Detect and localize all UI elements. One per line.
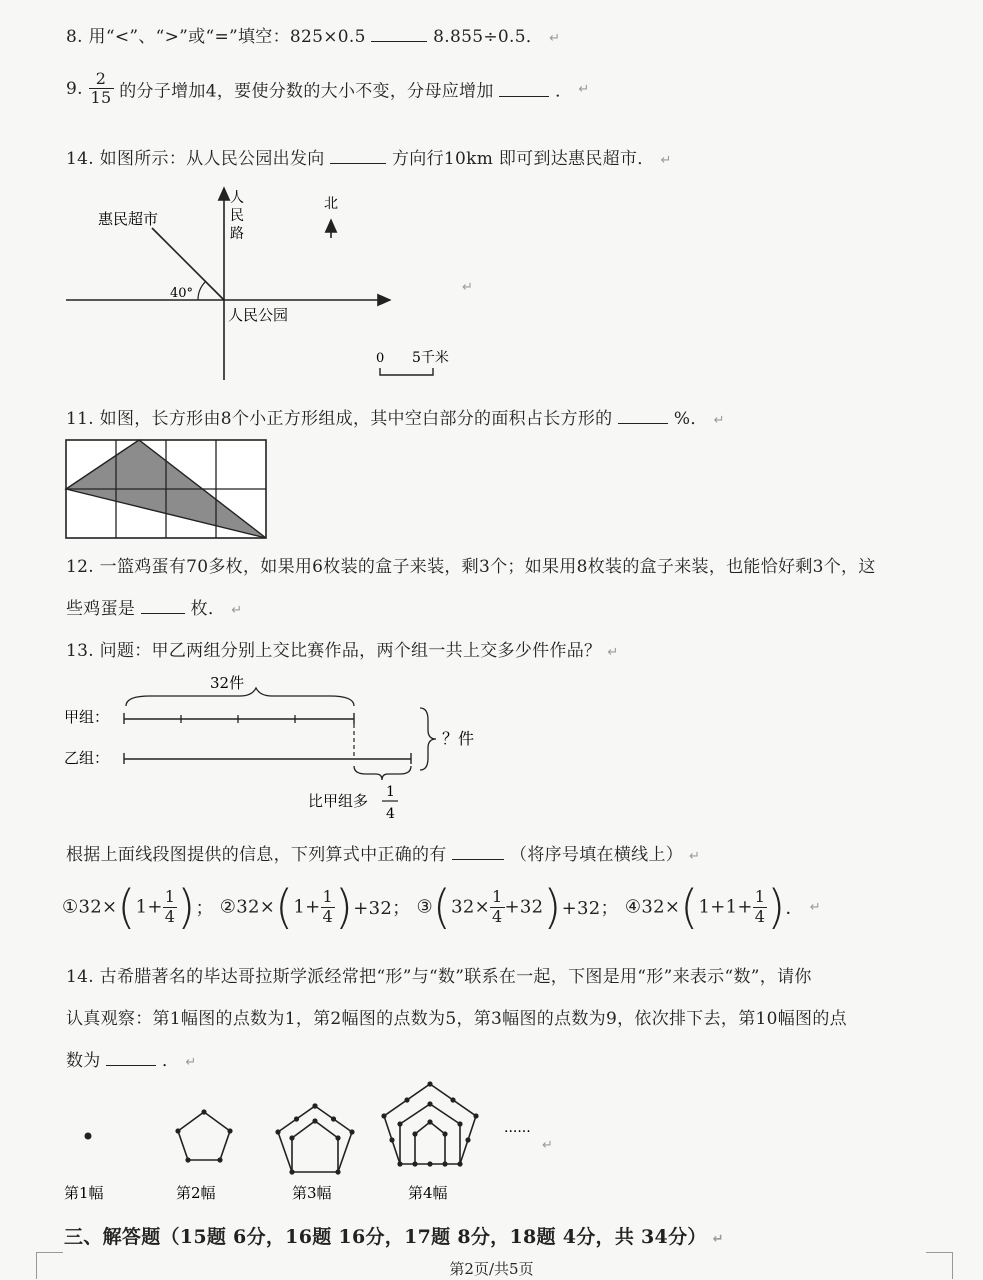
map-road-char-1: 人 bbox=[230, 190, 244, 206]
map-diagram bbox=[60, 180, 480, 385]
section3-title-text: 三、解答题（15题 6分，16题 16分，17题 8分，18题 4分，共 34分） bbox=[64, 1226, 707, 1248]
q9-prefix: 9. bbox=[66, 78, 83, 99]
footer-corner-right bbox=[926, 1252, 953, 1279]
q14b-line2: 认真观察：第1幅图的点数为1，第2幅图的点数为5，第3幅图的点数为9，依次排下去，第10幅图的点 bbox=[66, 1009, 847, 1029]
diagram-top-label: 32件 bbox=[210, 674, 245, 692]
q14a-text: 14. 如图所示：从人民公园出发向 bbox=[66, 149, 325, 169]
section-3-title: 三、解答题（15题 6分，16题 16分，17题 8分，18题 4分，共 34分） ↵ bbox=[64, 1226, 724, 1248]
q13-prompt-text: 根据上面线段图提供的信息，下列算式中正确的有 bbox=[66, 845, 447, 865]
row2-label: 乙组： bbox=[64, 749, 110, 767]
q14b-after: ． bbox=[162, 1051, 180, 1071]
q14a-after: 方向行10km 即可到达惠民超市． bbox=[391, 149, 655, 169]
map-road-char-2: 民 bbox=[230, 208, 244, 224]
more-label: 比甲组多 bbox=[308, 792, 369, 810]
map-park-label: 人民公园 bbox=[228, 306, 289, 324]
map-road-char-3: 路 bbox=[230, 226, 244, 242]
grid-figure bbox=[64, 438, 274, 542]
question-12-line2: 些鸡蛋是 枚． ↵ bbox=[66, 599, 243, 619]
q11-text: 11. 如图，长方形由8个小正方形组成，其中空白部分的面积占长方形的 bbox=[66, 409, 613, 429]
page-footer bbox=[0, 1250, 983, 1280]
q9-fraction bbox=[89, 70, 114, 108]
q13-answer-blank[interactable] bbox=[452, 843, 504, 860]
question-14-line3: 数为 ． ↵ bbox=[66, 1051, 197, 1071]
question-11: 11. 如图，长方形由8个小正方形组成，其中空白部分的面积占长方形的 %． ↵ bbox=[66, 409, 725, 429]
map-angle-arc bbox=[198, 282, 206, 300]
q8-after: 8.855÷0.5． bbox=[433, 27, 544, 47]
q13-prompt: 根据上面线段图提供的信息，下列算式中正确的有 （将序号填在横线上） ↵ bbox=[66, 845, 701, 865]
question-8: 8. 用“<”、“>”或“=”填空：825×0.5 8.855÷0.5． ↵ bbox=[66, 27, 561, 47]
map-angle-label: 40° bbox=[170, 286, 194, 301]
figure-2-label: 第2幅 bbox=[176, 1184, 216, 1202]
option-4-mark: ④ bbox=[624, 896, 642, 918]
map-north-label: 北 bbox=[324, 196, 338, 212]
option-1-mark: ① bbox=[62, 896, 79, 918]
row1-label: 甲组： bbox=[64, 708, 110, 726]
q13-prompt-after: （将序号填在横线上） bbox=[510, 845, 684, 865]
q9-answer-blank[interactable] bbox=[499, 80, 549, 97]
question-14-map: 14. 如图所示：从人民公园出发向 方向行10km 即可到达惠民超市． ↵ bbox=[66, 149, 672, 169]
q14b-line1: 14. 古希腊著名的毕达哥拉斯学派经常把“形”与“数”联系在一起，下图是用“形”来表示“数”，请你 bbox=[66, 967, 812, 987]
figure-4-label: 第4幅 bbox=[408, 1184, 448, 1202]
figure-1-dot bbox=[85, 1133, 92, 1140]
figure-1-label: 第1幅 bbox=[64, 1184, 104, 1202]
more-frac-den: 4 bbox=[386, 806, 395, 822]
figure-3-label: 第3幅 bbox=[292, 1184, 332, 1202]
question-14-line2 bbox=[66, 1004, 847, 1029]
q8-answer-blank[interactable] bbox=[371, 25, 427, 42]
page-number: 第2页/共5页 bbox=[449, 1260, 534, 1278]
line-segment-diagram bbox=[60, 668, 520, 828]
q14b-answer-blank[interactable] bbox=[106, 1049, 156, 1066]
total-brace bbox=[420, 708, 436, 770]
map-scale-zero: 0 bbox=[376, 351, 385, 366]
question-14-line1 bbox=[66, 962, 812, 987]
q8-text: 8. 用“<”、“>”或“=”填空：825×0.5 bbox=[66, 27, 366, 47]
q11-after: %． bbox=[673, 409, 708, 429]
figure-2-pentagon bbox=[178, 1112, 230, 1160]
q11-answer-blank[interactable] bbox=[618, 407, 668, 424]
q9-frac-den: 15 bbox=[90, 88, 112, 108]
question-9: 9. $\frac{2}{15}$ 的分子增加4，要使分数的大小不变，分母应增加 ． ↵ bbox=[66, 69, 590, 108]
figure-3-pentagons bbox=[278, 1106, 352, 1172]
total-label: ？件 bbox=[442, 729, 475, 748]
q13-options: ①32×(1+ $\frac{1}{4}$ )； ②32×(1+ $\frac{1}{4}$ )+32； ③(32× $\frac{1}{4}$ +32)+32； ④32×(1+1+ $\frac{1}{4}$ )． ↵ bbox=[62, 880, 821, 934]
q12-answer-blank[interactable] bbox=[141, 597, 185, 614]
q13-text: 13. 问题：甲乙两组分别上交比赛作品，两个组一共上交多少件作品？ bbox=[66, 641, 602, 661]
option-2-mark: ② bbox=[219, 896, 237, 918]
q9-text: 的分子增加4，要使分数的大小不变，分母应增加 bbox=[119, 81, 494, 102]
q9-after: ． bbox=[555, 81, 573, 102]
exam-page: 8. 用“<”、“>”或“=”填空：825×0.5 8.855÷0.5． ↵ 9. $\frac{2}{15}$ 的分子增加4，要使分数的大小不变，分母应增加 ． ↵ 14. 如图所示：从人民公园出发向 方向行10km 即可到达惠民超市． ↵ 惠民超市 40° 人 民 路 人民公园 北 0 5千米 ↵ 11. 如图，长方形由8个小正方形组成，其中空白部分的面积占长方形的 %． ↵ 12. 一篮鸡蛋有70多枚，如果用6枚装的盒子来装，剩3个；如果用8枚装的盒子来装，也能恰好剩3个，这 些鸡蛋是 枚． ↵ 13. 问题：甲乙两组分别上交比赛作品，两个组一共上交多少件作品？ ↵ 32件 甲组： 乙组： ？件 比甲组多 1 4 根据上面线段图提供的信息，下列算式中正确的有 （将序号填在横线上） ↵ ①32×(1+ $\frac{1}{4}$ )； ②32×(1+ $\frac{1}{4}$ )+32； ③(32× $\frac{1}{4}$ +32)+32； ④32×(1+1+ $\frac{1}{4}$ )． ↵ 14. 古希腊著名的毕达哥拉斯学派经常把“形”与“数”联系在一起，下图是用“形”来表示“数”，请你 认真观察：第1幅图的点数为1，第2幅图的点数为5，第3幅图的点数为9，依次排下去，第10幅图的点 数为 ． ↵ ...... 第1幅 第2幅 第3幅 第4幅 ↵ 三、解答题（15题 6分，16题 16分，17题 8分，18题 4分，共 34分） ↵ 第2页/共5页 bbox=[0, 0, 983, 1280]
q12-line1: 12. 一篮鸡蛋有70多枚，如果用6枚装的盒子来装，剩3个；如果用8枚装的盒子来装，也能恰好剩3个，这 bbox=[66, 557, 876, 577]
map-scale-label: 5千米 bbox=[412, 350, 449, 366]
more-frac-num: 1 bbox=[386, 784, 395, 800]
q12-line2: 些鸡蛋是 bbox=[66, 599, 136, 619]
option-3-mark: ③ bbox=[416, 896, 433, 918]
question-12-line1 bbox=[66, 552, 876, 577]
map-supermarket-label: 惠民超市 bbox=[98, 210, 159, 228]
figures-ellipsis: ...... bbox=[504, 1120, 531, 1136]
q12-after: 枚． bbox=[190, 599, 226, 619]
extra-brace bbox=[354, 766, 411, 780]
q14b-line3: 数为 bbox=[66, 1051, 101, 1071]
question-13: 13. 问题：甲乙两组分别上交比赛作品，两个组一共上交多少件作品？ ↵ bbox=[66, 641, 619, 661]
q9-frac-num: 2 bbox=[89, 70, 114, 89]
map-scale-bar bbox=[380, 368, 433, 375]
pentagon-figures bbox=[60, 1076, 580, 1206]
q14a-answer-blank[interactable] bbox=[330, 147, 386, 164]
